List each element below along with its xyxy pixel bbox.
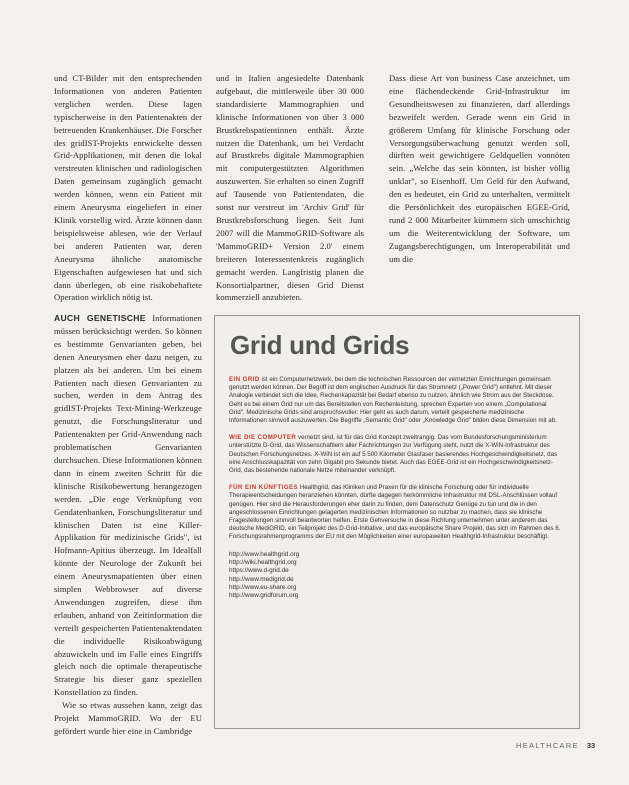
info-lead-in: FÜR EIN KÜNFTIGES — [229, 484, 299, 492]
paragraph: und in Italien angesiedelte Datenbank aufgebaut, die mittlerweile über 30 000 standardisierte Mammographien und klinische Informationen von über 3 000 Brustkrebspatientinnen enthält. Ärzte nutzen die Datenbank, um bei Verdacht auf Brustkrebs digitale Mammographien mit computergestützten Algorithmen auszuwerten. Sie erhalten so einen Zugriff auf Tausende von Patientendaten, die sonst nur verstreut im 'Archiv Grid' für Brustkrebsforschung liegen. Seit Juni 2007 will die MammoGRID-Software als 'MammoGRID+ Version 2.0' einem breiteren Interessentenkreis zugänglich gemacht werden. Langfristig planen die Konsortialpartner, diesen Grid Dienst kommerziell anzubieten. — [216, 73, 364, 303]
link[interactable]: http://www.medigrid.de — [229, 575, 294, 583]
info-text: vernetzt sind, ist für das Grid Konzept zweitrangig. Das vom Bundesforschungsministerium unterstützte D-Grid, das Wissenschaftlern aller Fachrichtungen zur Verfügung steht, nutzt die X-WiN-Infrastruktur des Deutschen Forschungsnetzes. X-WiN ist ein auf 5 500 Kilometer Glasfaser basierendes Hochgeschwindigkeitsnetz, das eine Anschlusskapazität von zehn Gigabit pro Sekunde bietet. Auch das EGEE-Grid ist ein Hochgeschwindigkeitsnetz-Grid, das bestehende nationale Netze miteinander verknüpft. — [229, 434, 558, 475]
info-box-body — [229, 376, 563, 600]
info-paragraph — [229, 484, 563, 541]
info-paragraph — [229, 434, 563, 475]
link[interactable]: http://www.healthgrid.org — [229, 550, 300, 558]
info-box-title: Grid und Grids — [230, 330, 410, 360]
info-box — [214, 315, 580, 729]
link[interactable]: http://www.eu-share.org — [229, 583, 297, 591]
paragraph: Dass diese Art von business Case anzeichnet, um eine flächendeckende Grid-Infrastruktur im Gesundheitswesen zu finanzieren, darf allerdings bezweifelt werden. Gerade wenn ein Grid in größerem Umfang für klinische Forschung oder Versorgungsüberwachung genutzt werden soll, dürften weit gewichtigere Geldquellen vonnöten sein. „Welche das sein könnten, ist bisher völlig unklar", so Eisenhoff. Um Geld für den Aufwand, den es bedeutet, ein Grid zu unterhalten, vermittelt die Persönlichkeit des europäischen EGEE-Grid, rund 2 000 Mitarbeiter kümmern sich umschichtig um die Weiterentwicklung der Software, um Zugangsberechtigungen, um Interoperabilität und um die — [389, 73, 570, 264]
paragraph: und CT-Bilder mit den entsprechenden Informationen von anderen Patienten verglichen werden. Diese lagen typischerweise in den Patientenakten der betreuenden Krankenhäuser. Die Forscher des gridIST-Projekts entwickelte dessen Grid-Applikationen, mit denen die lokal verstreuten klinischen und radiologischen Daten gemeinsam zugänglich gemacht werden können, wenn ein Patient mit einem Aneurysma eingeliefert in einer Klinik vorstellig wird. Ärzte können dann beispielsweise ablesen, wie der Verlauf bei anderen Patienten war, deren Aneurysma ähnliche anatomische Eigenschaften aufgewiesen hat und sich dann überlegen, ob eine risikobehaftete Operation wirklich nötig ist. — [54, 73, 202, 303]
paragraph: Wie so etwas aussehen kann, zeigt das Projekt MammoGRID. Wo der EU gefördert wurde hier eine in Cambridge — [54, 700, 202, 736]
paragraph — [54, 312, 202, 699]
article-column-3 — [389, 72, 570, 266]
article-column-1 — [54, 72, 202, 304]
info-lead-in: WIE DIE COMPUTER — [229, 434, 297, 442]
link[interactable]: https://www.d-grid.de — [229, 567, 289, 575]
article-column-2 — [216, 72, 364, 304]
info-lead-in: EIN GRID — [229, 376, 260, 383]
article-column-1-continued — [54, 312, 202, 738]
link[interactable]: http://www.gridforum.org — [229, 592, 299, 600]
paragraph-text: Informationen müssen berücksichtigt werden. So können es bestimmte Genvarianten geben, bei denen Aneurysmen eher dazu neigen, zu platzen als bei anderen. Um bei einem Patienten nach diesen Genvarianten zu suchen, werden in dem Antrag des gridIST-Projekts Text-Mining-Werkzeuge genutzt, die Forschungsliteratur und Patientenakten per Grid-Anwendung nach problematischen Genvarianten durchsuchen. Diese Informationen können dann in einem zweiten Schritt für die klinische Risikobewertung herangezogen werden. „Die enge Verknüpfung von Gendatenbanken, Forschungsliteratur und klinischen Daten ist eine Killer-Applikation für medizinische Grids", ist Hofmann-Apitius überzeugt. Im Idealfall könnte der Neurologe der Zukunft bei einem Aneurysmapatienten über einen simplen Webbrowser auf diverse Anwendungen zugreifen, diese ihm erlauben, anhand von Zeitinformation die verteilt gespeicherten Patientenaktendaten die individuelle Risikoabwägung abzuwickeln und im Falle eines Eingriffs gleich noch die optimale therapeutische Strategie bis dieser ganz speziellen Konstellation zu finden. — [54, 313, 202, 698]
page-footer — [516, 741, 595, 750]
info-text: ist ein Computernetzwerk, bei dem die technischen Ressourcen der vernetzten Einrichtungen gemeinsam genutzt werden können. Der Begriff ist dem englischen Ausdruck für das Stromnetz („Power Grid") entlehnt. Mit dieser Analogie verbindet sich die Idee, Rechenkapazität bei Bedarf ebenso zu nutzen, ähnlich wie Strom aus der Steckdose. Geht es bei einem Grid nur um das Bereitstellen von Rechenleistung, sprechen Experten von einem „Computational Grid". Medizinische Grids sind anspruchsvoller: Hier geht es auch darum, verteilt gespeicherte medizinische Informationen sinnvoll auszuwerten. Die Begriffe „Semantic Grid" oder „Knowledge Grid" bilden diese Dimension mit ab. — [229, 376, 557, 425]
magazine-name: HEALTHCARE — [516, 741, 579, 750]
info-paragraph — [229, 376, 563, 425]
link-list — [229, 551, 563, 601]
link[interactable]: http://wiki.healthgrid.org — [229, 558, 297, 566]
info-text: Healthgrid, das Kliniken und Praxen für die klinische Forschung oder für individuelle Therapieentscheidungen heranziehen könnten, dürfte dagegen herkömmliche Infrastruktur mit DSL-Anschlüssen vollauf genügen. Hier sind die Herausforderungen eher darin zu finden, dem Datenschutz Genüge zu tun und die in den angeschlossenen Einrichtungen gelagerten medizinischen Informationen so nutzbar zu machen, dass sie klinische Fragestellungen sinnvoll beantworten helfen. Erste Gehversuche in diese Richtung unternehmen unter anderem das deutsche MediGRID, ein Teilprojekt des D-Grid-Initiative, und das europäische Share Projekt, das sich im Rahmen des 6. Forschungsrahmenprogramms der EU mit den Möglichkeiten einer europaweiten Healthgrid-Infrastruktur beschäftigt. — [229, 484, 561, 541]
page-number: 33 — [586, 741, 596, 750]
section-lead-in: AUCH GENETISCHE — [54, 313, 146, 323]
